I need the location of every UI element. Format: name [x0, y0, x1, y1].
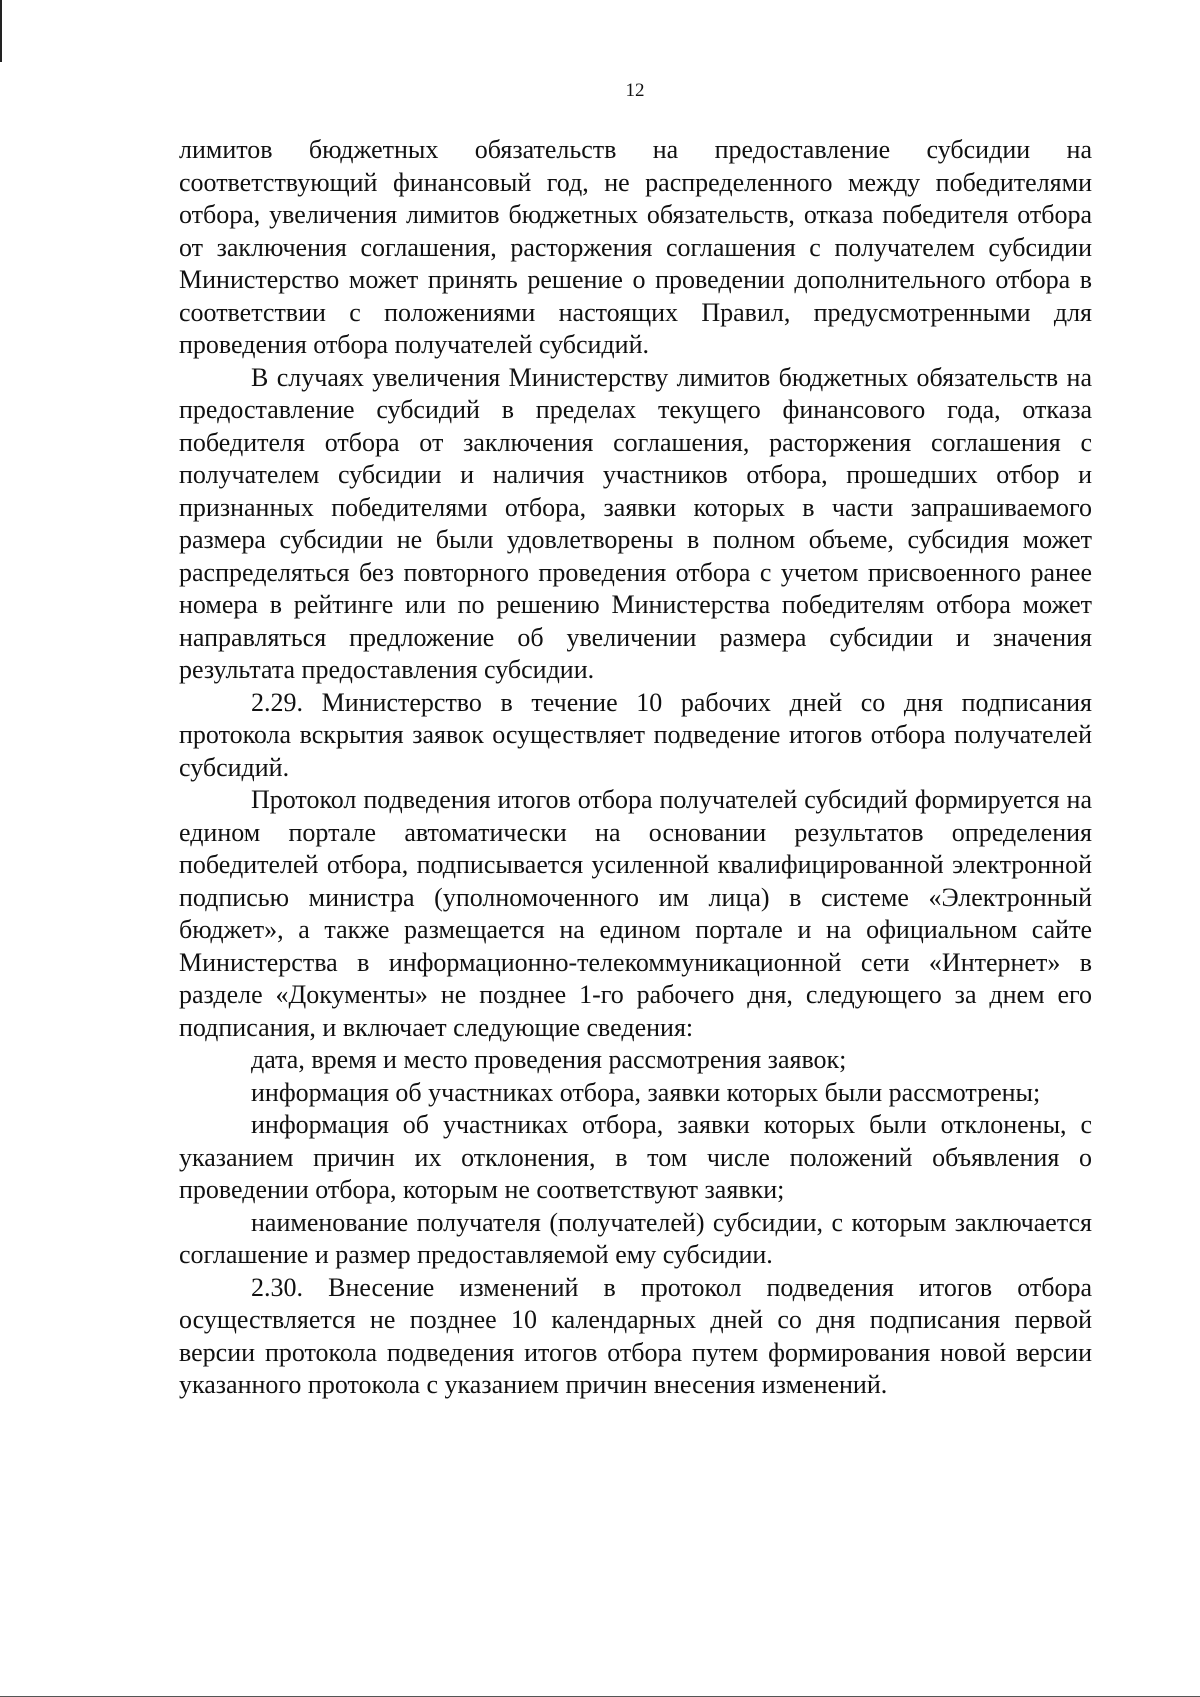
page-number: 12	[625, 80, 645, 101]
list-item-considered-participants: информация об участниках отбора, заявки которых были рассмотрены;	[251, 1077, 1041, 1107]
paragraph-subsidy-limits: лимитов бюджетных обязательств на предоставление субсидии на соответствующий финансовый год, не распределенного между победителями отбора, увеличения лимитов бюджетных обязательств, отказа победителя отбора от заключения соглашения, расторжения соглашения с получателем субсидии Министерство может принять решение о проведении дополнительного отбора в соответствии с положениями настоящих Правил, предусмотренными для проведения отбора получателей субсидий.	[179, 135, 1092, 359]
list-item-date-place: дата, время и место проведения рассмотрения заявок;	[251, 1045, 847, 1074]
paragraph-protocol: Протокол подведения итогов отбора получателей субсидий формируется на едином портале автоматически на основании результатов определения победителей отбора, подписывается усиленной квалифицированной электронной подписью министра (уполномоченного им лица) в системе «Электронный бюджет», а также размещается на едином портале и на официальном сайте Министерства в информационно-телекоммуникационной сети «Интернет» в разделе «Документы» не позднее 1-го рабочего дня, следующего за днем его подписания, и включает следующие сведения:	[179, 785, 1092, 1042]
paragraph-2-30: 2.30. Внесение изменений в протокол подведения итогов отбора осуществляется не позднее 10 календарных дней со дня подписания первой версии протокола подведения итогов отбора путем формирования новой версии указанного протокола с указанием причин внесения изменений.	[179, 1272, 1092, 1399]
list-item-recipient-name: наименование получателя (получателей) субсидии, с которым заключается соглашение и размер предоставляемой ему субсидии.	[179, 1207, 1092, 1269]
scan-edge-left	[0, 0, 2, 62]
document-body	[179, 134, 1092, 1402]
list-item-rejected-participants: информация об участниках отбора, заявки которых были отклонены, с указанием причин их отклонения, в том числе положений объявления о проведении отбора, которым не соответствуют заявки;	[179, 1110, 1092, 1204]
paragraph-distribution-cases: В случаях увеличения Министерству лимитов бюджетных обязательств на предоставление субсидий в пределах текущего финансового года, отказа победителя отбора от заключения соглашения, расторжения соглашения с получателем субсидии и наличия участников отбора, прошедших отбор и признанных победителями отбора, заявки которых в части запрашиваемого размера субсидии не были удовлетворены в полном объеме, субсидия может распределяться без повторного проведения отбора с учетом присвоенного ранее номера в рейтинге или по решению Министерства победителям отбора может направляться предложение об увеличении размера субсидии и значения результата предоставления субсидии.	[179, 362, 1092, 684]
paragraph-2-29: 2.29. Министерство в течение 10 рабочих дней со дня подписания протокола вскрытия заявок осуществляет подведение итогов отбора получателей субсидий.	[179, 687, 1092, 782]
